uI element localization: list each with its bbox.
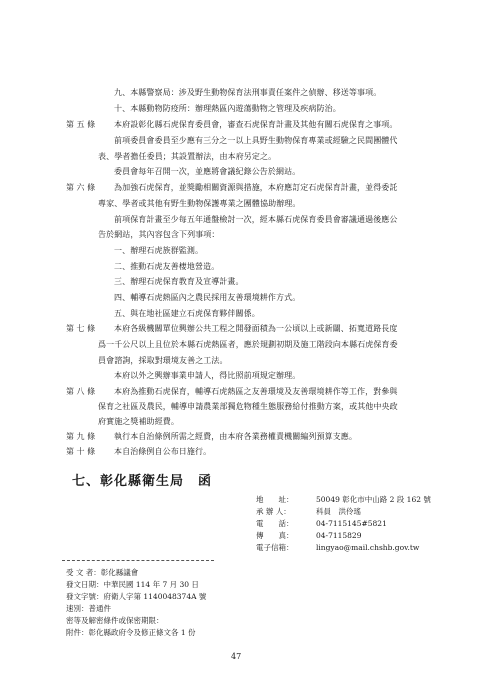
article-8-line: 本府為推動石虎保育，輔導石虎熱區之友善環境及友善環境耕作等工作，對參與 — [114, 387, 398, 396]
contact-fax — [256, 531, 361, 541]
article-6-line: 告於網站，其內容包含下列事項： — [98, 230, 220, 239]
article-9-number: 第 九 條 — [66, 432, 96, 441]
contact-label: 地 址： — [256, 495, 294, 504]
article-5-line: 前項委員會委員至少應有三分之一以上具野生動物保育專業或經驗之民間團體代 — [114, 136, 398, 145]
meta-attachment: 附件：彰化縣政府令及修正條文各 1 份 — [66, 628, 196, 637]
article-5-line: 本府設彰化縣石虎保育委員會，審查石虎保育計畫及其他有關石虎保育之事項。 — [114, 120, 398, 129]
contact-value: 04-7115145#5821 — [316, 519, 387, 528]
article-7-line: 本府各級機關單位興辦公共工程之開發面積為一公頃以上或新闢、拓寬道路長度 — [114, 324, 398, 333]
article-5-number: 第 五 條 — [66, 120, 96, 129]
contact-label: 傳 真： — [256, 531, 294, 540]
meta-doc-number: 發文字號：府衛人字第 1140048374A 號 — [66, 592, 207, 601]
article-7-line: 員會諮詢，採取對環境友善之工法。 — [98, 356, 228, 365]
meta-date: 發文日期：中華民國 114 年 7 月 30 日 — [66, 580, 199, 589]
item-nine: 九、本縣警察局：涉及野生動物保育法刑事責任案件之偵辦、移送等事項。 — [114, 88, 382, 97]
article-7-line: 爲一千公尺以上且位於本縣石虎熱區者，應於規劃初期及施工階段向本縣石虎保育委 — [98, 340, 398, 349]
article-6-item: 一、辦理石虎族群監測。 — [114, 246, 204, 255]
contact-value: 科員 洪伶瑤 — [316, 507, 361, 516]
contact-value: 04-7115829 — [316, 531, 362, 540]
article-7-number: 第 七 條 — [66, 324, 96, 333]
article-6-item: 二、推動石虎友善棲地營造。 — [114, 262, 220, 271]
contact-value: lingyao@mail.chshb.gov.tw — [316, 543, 420, 552]
article-6-item: 四、輔導石虎熱區內之農民採用友善環境耕作方式。 — [114, 293, 301, 302]
article-6-number: 第 六 條 — [66, 183, 96, 192]
contact-person — [256, 507, 361, 517]
contact-email — [256, 543, 419, 553]
article-9-line: 執行本自治條例所需之經費，由本府各業務權責機關編列預算支應。 — [114, 432, 357, 441]
article-6-item: 五、與在地社區建立石虎保育夥伴關係。 — [114, 309, 260, 318]
contact-value: 50049 彰化市中山路 2 段 162 號 — [316, 495, 431, 504]
contact-label: 電 話： — [256, 519, 294, 528]
meta-speed: 速別：普通件 — [66, 604, 111, 613]
article-8-line: 府實施之獎補助經費。 — [98, 417, 179, 426]
article-6-line: 為加強石虎保育，並獎勵相關資源與措施，本府應訂定石虎保育計畫，並得委託 — [114, 183, 398, 192]
article-8-number: 第 八 條 — [66, 387, 96, 396]
article-6-line: 專家、學者或其他有野生動物保護專業之團體協助辦理。 — [98, 199, 301, 208]
contact-label: 承 辦 人： — [256, 507, 291, 516]
article-6-item: 三、辦理石虎保育教育及宣導計畫。 — [114, 277, 244, 286]
article-6-line: 前項保育計畫至少每五年通盤檢討一次，經本縣石虎保育委員會審議通過後應公 — [114, 215, 398, 224]
item-ten: 十、本縣動物防疫所：辦理熱區內遊蕩動物之管理及疾病防治。 — [114, 104, 341, 113]
divider-rule — [62, 560, 214, 561]
article-5-line: 委員會每年召開一次，並應將會議紀錄公告於網站。 — [114, 167, 301, 176]
contact-address — [256, 495, 431, 505]
article-10-number: 第 十 條 — [66, 447, 96, 456]
meta-secrecy: 密等及解密條件或保密期限： — [66, 616, 164, 625]
contact-label: 電子信箱： — [256, 543, 294, 552]
meta-recipient: 受 文 者：彰化縣議會 — [66, 568, 139, 577]
article-7-line: 本府以外之興辦事業申請人，得比照前項規定辦理。 — [114, 371, 301, 380]
contact-phone — [256, 519, 387, 529]
article-8-line: 保育之社區及農民，輔導申請農業部獨危物種生態服務給付推動方案，或其他中央政 — [98, 402, 398, 411]
page-number: 47 — [231, 652, 242, 661]
section-heading: 七、彰化縣衛生局 函 — [72, 474, 213, 489]
article-5-line: 表、學者擔任委員；其設置辦法，由本府另定之。 — [98, 152, 277, 161]
article-10-line: 本自治條例自公布日施行。 — [114, 447, 212, 456]
